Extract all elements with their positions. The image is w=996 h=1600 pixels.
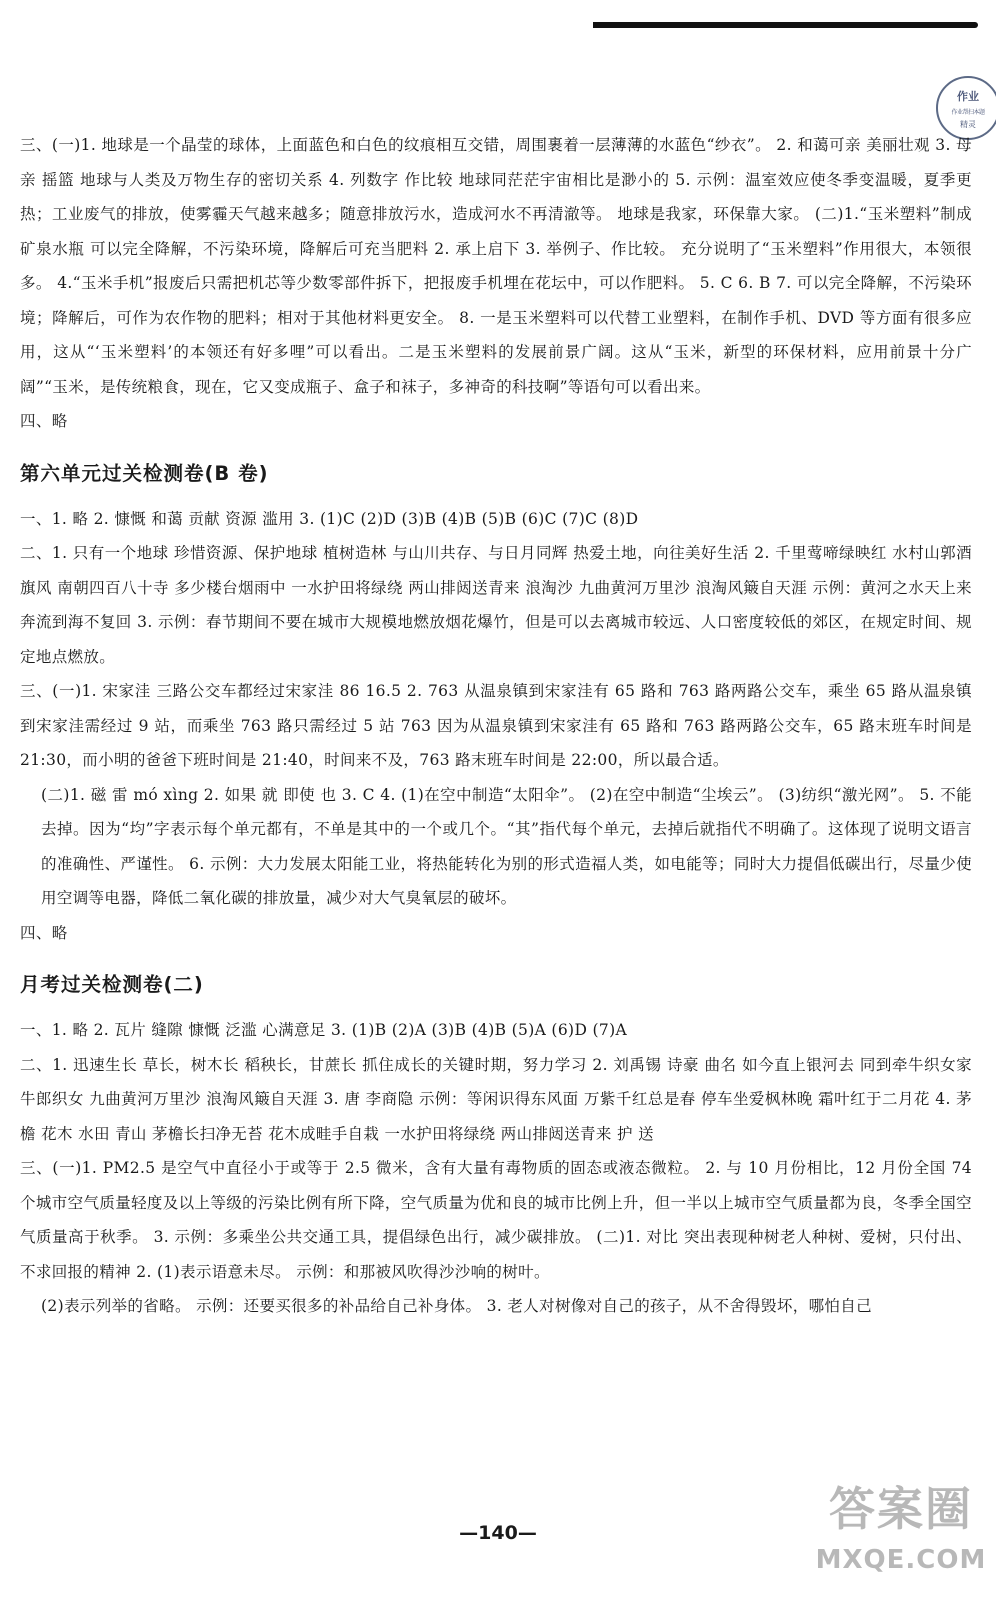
answer-paragraph: (二)1. 磁 雷 mó xìng 2. 如果 就 即使 也 3. C 4. (1)在空中制造“太阳伞”。 (2)在空中制造“尘埃云”。 (3)纺织“激光网”。 5. 不能去掉。因为“均”字表示每个单元都有，不单是其中的一个或几个。“其”指代每个单元，去掉后就指代不明确了。这体现了说明文语言的准确性、严谨性。 6. 示例：大力发展太阳能工业，将热能转化为别的形式造福人类，如电能等；同时大力提倡低碳出行，尽量少使用空调等电器，降低二氧化碳的排放量，减少对大气臭氧层的破坏。 [41, 785, 972, 907]
stamp-text: 精灵 [960, 120, 976, 129]
watermark-text: 答案圈 [829, 1482, 973, 1536]
stamp-text: 作业帮扫本题 [951, 109, 985, 116]
watermark-logo [812, 1474, 990, 1598]
answer-paragraph: 三、(一)1. 地球是一个晶莹的球体，上面蓝色和白色的纹痕相互交错，周围裹着一层薄薄的水蓝色“纱衣”。 2. 和蔼可亲 美丽壮观 3. 母亲 摇篮 地球与人类及万物生存的密切关系 4. 列数字 作比较 地球同茫茫宇宙相比是渺小的 5. 示例：温室效应使冬季变温暖，夏季更热；工业废气的排放，使雾霾天气越来越多；随意排放污水，造成河水不再清澈等。 地球是我家，环保靠大家。 (二)1.“玉米塑料”制成矿泉水瓶 可以完全降解，不污染环境，降解后可充当肥料 2. 承上启下 3. 举例子、作比较。 充分说明了“玉米塑料”作用很大，本领很多。 4.“玉米手机”报废后只需把机芯等少数零部件拆下，把报废手机埋在花坛中，可以作肥料。 5. C 6. B 7. 可以完全降解，不污染环境；降解后，可作为农作物的肥料；相对于其他材料更安全。 8. 一是玉米塑料可以代替工业塑料，在制作手机、DVD 等方面有很多应用，这从“‘玉米塑料’的本领还有好多哩”可以看出。二是玉米塑料的发展前景广阔。这从“玉米，新型的环保材料，应用前景十分广阔”“玉米，是传统粮食，现在，它又变成瓶子、盒子和袜子，多神奇的科技啊”等语句可以看出来。 [20, 136, 972, 396]
answer-paragraph: 二、1. 迅速生长 草长，树木长 稻秧长，甘蔗长 抓住成长的关键时期，努力学习 2. 刘禹锡 诗豪 曲名 如今直上银河去 同到牵牛织女家 牛郎织女 九曲黄河万里沙 浪淘风簸自天涯 3. 唐 李商隐 示例：等闲识得东风面 万紫千红总是春 停车坐爱枫林晚 霜叶红于二月花 4. 茅檐 花木 水田 青山 茅檐长扫净无苔 花木成畦手自栽 一水护田将绿绕 两山排闼送青来 护 送 [20, 1055, 972, 1143]
answer-paragraph: 一、1. 略 2. 慷慨 和蔼 贡献 资源 滥用 3. (1)C (2)D (3)B (4)B (5)B (6)C (7)C (8)D [20, 509, 639, 528]
answer-paragraph: 一、1. 略 2. 瓦片 缝隙 慷慨 泛滥 心满意足 3. (1)B (2)A (3)B (4)B (5)A (6)D (7)A [20, 1021, 628, 1039]
page-number: —140— [459, 1522, 537, 1544]
answer-content [20, 128, 972, 1324]
answer-paragraph: 二、1. 只有一个地球 珍惜资源、保护地球 植树造林 与山川共存、与日月同辉 热爱土地，向往美好生活 2. 千里莺啼绿映红 水村山郭酒旗风 南朝四百八十寺 多少楼台烟雨中 一水护田将绿绕 两山排闼送青来 浪淘沙 九曲黄河万里沙 浪淘风簸自天涯 示例：黄河之水天上来 奔流到海不复回 3. 示例：春节期间不要在城市大规模地燃放烟花爆竹，但是可以去离城市较远、人口密度较低的郊区，在规定时间、规定地点燃放。 [20, 544, 972, 666]
answer-paragraph: (2)表示列举的省略。 示例：还要买很多的补品给自己补身体。 3. 老人对树像对自己的孩子，从不舍得毁坏，哪怕自己 [41, 1297, 872, 1315]
answer-paragraph: 四、略 [20, 412, 68, 430]
section-heading: 月考过关检测卷(二) [20, 973, 204, 996]
answer-paragraph: 三、(一)1. 宋家洼 三路公交车都经过宋家洼 86 16.5 2. 763 从温泉镇到宋家洼有 65 路和 763 路两路公交车，乘坐 65 路从温泉镇到宋家洼需经过 9 站，而乘坐 763 路只需经过 5 站 763 因为从温泉镇到宋家洼有 65 路和 763 路两路公交车，65 路末班车时间是 21:30，而小明的爸爸下班时间是 21:40，时间来不及，763 路末班车时间是 22:00，所以最合适。 [20, 682, 972, 769]
answer-paragraph: 三、(一)1. PM2.5 是空气中直径小于或等于 2.5 微米，含有大量有毒物质的固态或液态微粒。 2. 与 10 月份相比，12 月份全国 74 个城市空气质量轻度及以上等级的污染比例有所下降，空气质量为优和良的城市比例上升，但一半以上城市空气质量都为良，冬季全国空气质量高于秋季。 3. 示例：多乘坐公共交通工具，提倡绿色出行，减少碳排放。 (二)1. 对比 突出表现种树老人种树、爱树，只付出、不求回报的精神 2. (1)表示语意未尽。 示例：和那被风吹得沙沙响的树叶。 [20, 1159, 972, 1281]
stamp-text: 作业 [957, 90, 979, 103]
section-heading: 第六单元过关检测卷(B 卷) [20, 461, 269, 485]
answer-paragraph: 四、略 [20, 923, 68, 942]
watermark-text: MXQE.COM [815, 1545, 987, 1575]
top-rule [593, 22, 978, 28]
